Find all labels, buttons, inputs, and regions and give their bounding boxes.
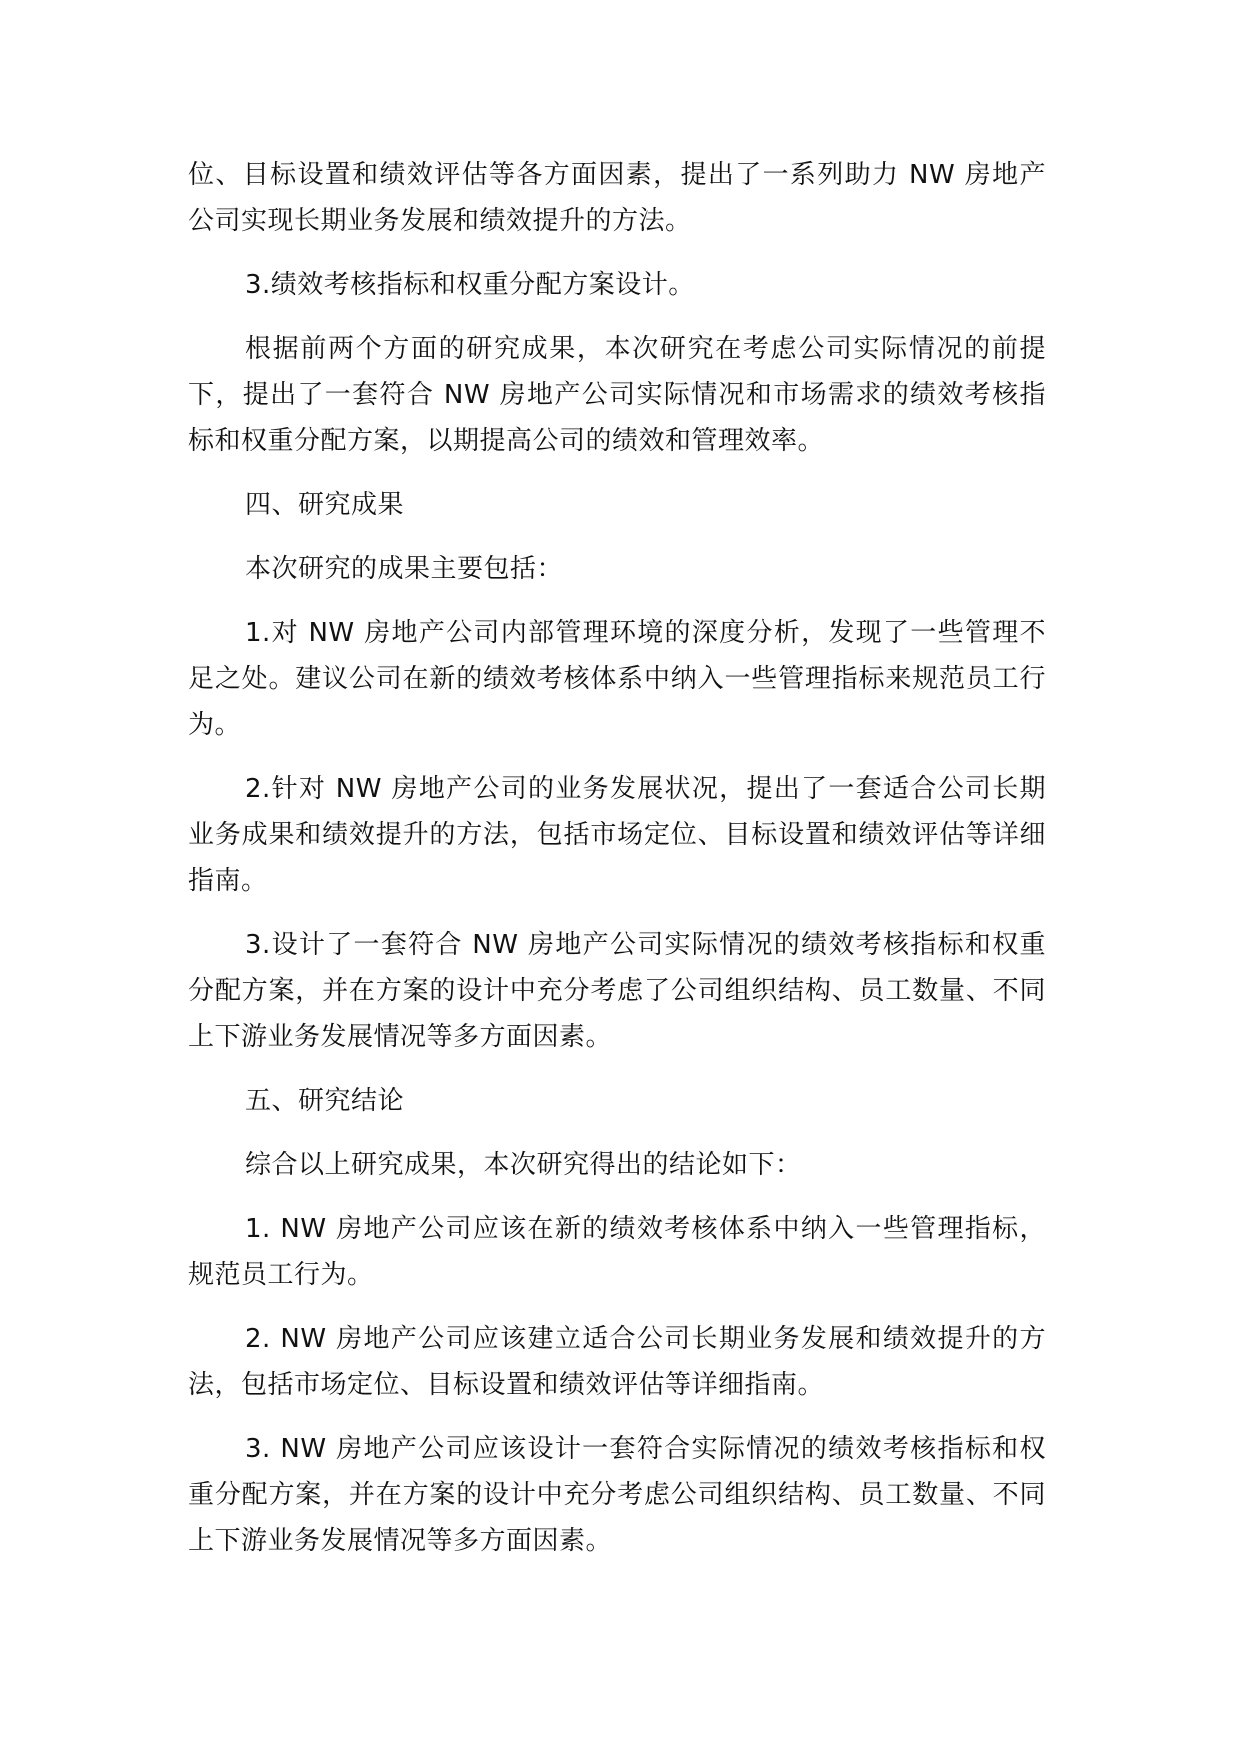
paragraph-continuation: 位、目标设置和绩效评估等各方面因素，提出了一系列助力 NW 房地产公司实现长期业务发展和绩效提升的方法。 xyxy=(188,160,1046,236)
conclusion-item-2: 2. NW 房地产公司应该建立适合公司长期业务发展和绩效提升的方法，包括市场定位、目标设置和绩效评估等详细指南。 xyxy=(188,1324,1046,1400)
document-page xyxy=(188,152,1046,1582)
conclusion-item-3: 3. NW 房地产公司应该设计一套符合实际情况的绩效考核指标和权重分配方案，并在方案的设计中充分考虑公司组织结构、员工数量、不同上下游业务发展情况等多方面因素。 xyxy=(188,1434,1046,1556)
paragraph-design-summary: 根据前两个方面的研究成果，本次研究在考虑公司实际情况的前提下，提出了一套符合 NW 房地产公司实际情况和市场需求的绩效考核指标和权重分配方案，以期提高公司的绩效和管理效率。 xyxy=(188,334,1046,456)
result-item-2: 2.针对 NW 房地产公司的业务发展状况，提出了一套适合公司长期业务成果和绩效提升的方法，包括市场定位、目标设置和绩效评估等详细指南。 xyxy=(188,774,1046,896)
section-heading-conclusion: 五、研究结论 xyxy=(245,1086,405,1116)
result-item-1: 1.对 NW 房地产公司内部管理环境的深度分析，发现了一些管理不足之处。建议公司在新的绩效考核体系中纳入一些管理指标来规范员工行为。 xyxy=(188,618,1046,740)
section-heading-results: 四、研究成果 xyxy=(245,490,405,520)
subsection-heading-3: 3.绩效考核指标和权重分配方案设计。 xyxy=(245,270,695,300)
paragraph-conclusion-intro: 综合以上研究成果，本次研究得出的结论如下： xyxy=(245,1150,802,1180)
paragraph-results-intro: 本次研究的成果主要包括： xyxy=(245,554,564,584)
conclusion-item-1: 1. NW 房地产公司应该在新的绩效考核体系中纳入一些管理指标，规范员工行为。 xyxy=(188,1214,1046,1290)
result-item-3: 3.设计了一套符合 NW 房地产公司实际情况的绩效考核指标和权重分配方案，并在方案的设计中充分考虑了公司组织结构、员工数量、不同上下游业务发展情况等多方面因素。 xyxy=(188,930,1046,1052)
